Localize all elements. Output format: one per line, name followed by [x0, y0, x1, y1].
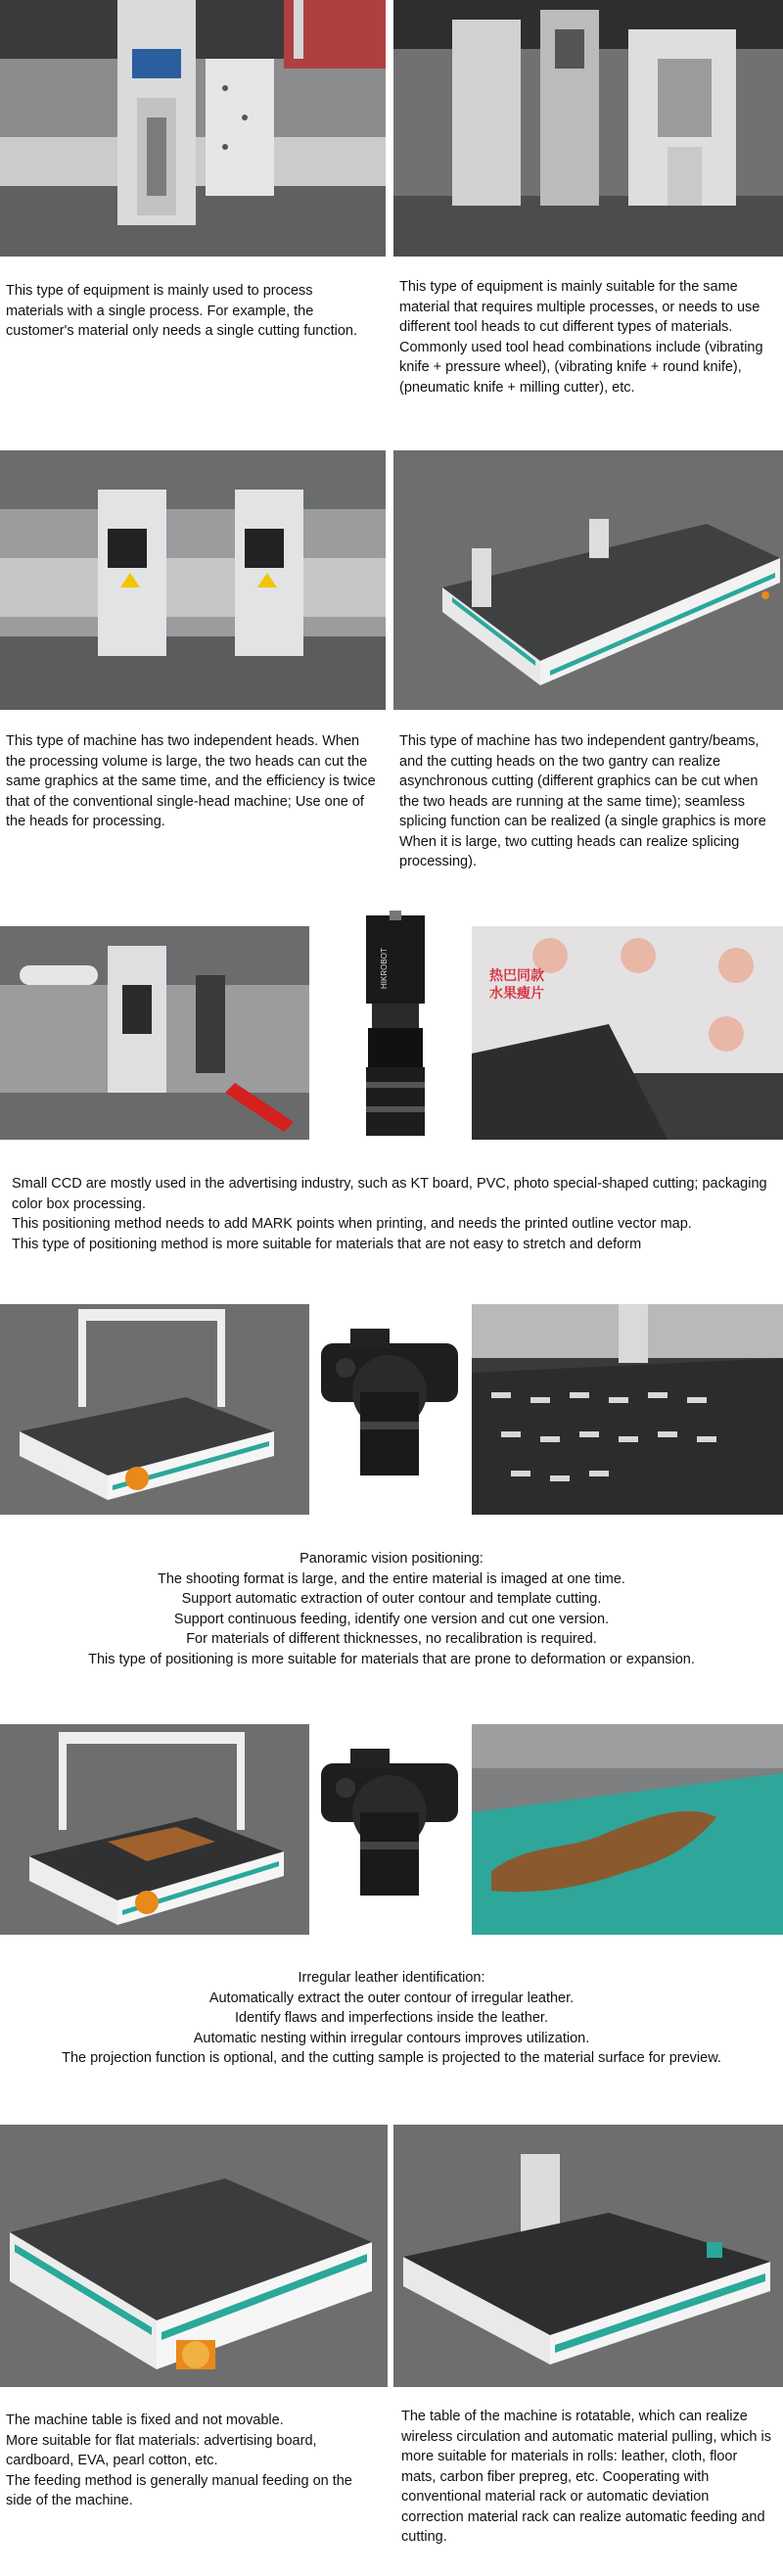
leather-line: Identify flaws and imperfections inside the leather. — [235, 2010, 548, 2026]
single-head-photo — [0, 0, 386, 257]
ccd-description — [12, 1174, 775, 1254]
leather-machine-photo — [0, 1724, 309, 1935]
dual-gantry-description: This type of machine has two independent gantry/beams, and the cutting heads on the two gantry can realize asynchronous cutting (different graphics can be cut when the two heads are running at the same time); seamless splicing function can be realized (a single graphics is more When it is large, two cutting heads can realize splicing processing). — [399, 733, 766, 869]
fixed-table-line: The feeding method is generally manual feeding on the side of the machine. — [6, 2472, 352, 2508]
ccd-line: Small CCD are mostly used in the advertising industry, such as KT board, PVC, photo special-shaped cutting; packaging color box processing. — [12, 1176, 767, 1212]
ccd-line: This positioning method needs to add MARK points when printing, and needs the printed outline vector map. — [12, 1216, 692, 1232]
panoramic-line: This type of positioning is more suitable for materials that are prone to deformation or expansion. — [88, 1651, 695, 1667]
leather-line: The projection function is optional, and the cutting sample is projected to the material surface for preview. — [62, 2050, 721, 2066]
panoramic-line: Panoramic vision positioning: — [299, 1551, 484, 1567]
fixed-table-machine-photo — [0, 2125, 388, 2387]
leather-line: Automatic nesting within irregular contours improves utilization. — [193, 2030, 590, 2046]
poster-text-2: 水果瘦片 — [489, 985, 544, 1001]
fixed-table-line: The machine table is fixed and not movable. — [6, 2412, 284, 2428]
panoramic-cutting-photo — [472, 1304, 783, 1515]
leather-line: Automatically extract the outer contour of irregular leather. — [208, 1990, 575, 2006]
panoramic-description — [0, 1549, 783, 1669]
panoramic-line: For materials of different thicknesses, no recalibration is required. — [186, 1631, 597, 1647]
rotating-table-description: The table of the machine is rotatable, which can realize wireless circulation and automatic material pulling, which is more suitable for materials in rolls: leather, cloth, floor mats, carbon fiber prepreg, etc. Cooperating with conventional material rack or automatic deviation correction material rack can realize automatic feeding and cutting. — [401, 2409, 771, 2545]
multi-process-description: This type of equipment is mainly suitable for the same material that requires multiple processes, or needs to use different tool heads to cut different types of materials. Commonly used tool head combinations include (vibrating knife + pressure wheel), (vibrating knife + round knife), (pneumatic knife + milling cutter), etc. — [399, 279, 763, 396]
panoramic-line: Support automatic extraction of outer contour and template cutting. — [181, 1591, 602, 1607]
panoramic-line: Support continuous feeding, identify one version and cut one version. — [173, 1611, 610, 1627]
single-process-description: This type of equipment is mainly used to process materials with a single process. For example, the customer's material only needs a single cutting function. — [6, 283, 358, 339]
panoramic-machine-photo — [0, 1304, 309, 1515]
fixed-table-description — [6, 2411, 382, 2511]
panoramic-line: The shooting format is large, and the entire material is imaged at one time. — [158, 1570, 625, 1587]
leather-line: Irregular leather identification: — [298, 1970, 485, 1986]
ccd-cutting-head-photo — [0, 926, 309, 1140]
fixed-table-line: More suitable for flat materials: advertising board, cardboard, EVA, pearl cotton, etc. — [6, 2432, 317, 2468]
poster-text-1: 热巴同款 — [489, 967, 544, 983]
dual-head-photo — [0, 450, 386, 710]
dual-gantry-machine-photo — [393, 450, 783, 710]
ccd-camera-photo — [350, 911, 440, 1141]
rotating-table-machine-photo — [393, 2125, 783, 2387]
printed-poster-photo — [472, 926, 783, 1140]
dslr-camera-photo-2 — [311, 1744, 470, 1910]
leather-description — [0, 1968, 783, 2069]
leather-on-table-photo — [472, 1724, 783, 1935]
ccd-line: This type of positioning method is more suitable for materials that are not easy to stretch and deform — [12, 1236, 642, 1252]
multi-tool-head-photo — [393, 0, 783, 257]
dslr-camera-photo-1 — [311, 1324, 470, 1490]
dual-head-description: This type of machine has two independent heads. When the processing volume is large, the two heads can cut the same graphics at the same time, and the efficiency is twice that of the conventional single-head machine; Use one of the heads for processing. — [6, 733, 376, 829]
camera-brand-label: HIKROBOT — [380, 948, 389, 989]
